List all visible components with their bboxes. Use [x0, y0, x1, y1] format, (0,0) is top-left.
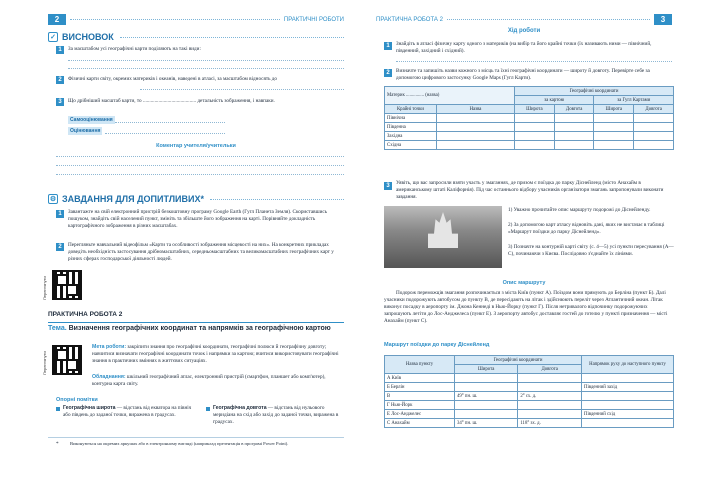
- task-number: 2: [384, 69, 392, 77]
- note-latitude-text: — відстань від екватора на північ або південь до заданої точки, виражена в градусах.: [63, 405, 192, 418]
- subtask-2: 2) За допомогою карт атласу відновіть дані, яких не вистачає в таблиці «Маршрут поїздки до парку Діснейленд».: [508, 222, 665, 235]
- heading-dots: [120, 37, 344, 38]
- footnote: Виконуються на окремих аркушах або в електронному вигляді (наприклад презентація в програмі Power Point).: [70, 441, 289, 446]
- answer-line[interactable]: [68, 60, 344, 61]
- th-coords: Географічні координати: [455, 356, 582, 365]
- answer-line[interactable]: [68, 68, 344, 69]
- castle-shape: [428, 212, 458, 248]
- point-name: Г Нью-Йорк: [385, 401, 455, 410]
- route-table: [384, 355, 674, 428]
- cell-input[interactable]: [594, 123, 634, 132]
- route-text: Подорож переможців змагання розпочинається з міста Київ (пункт А). Поїздом вони прямують до Берліна (пункт Б). Далі учасники подорожують автобусом до пункту В, де пересідають на літак і здійснюють переліт через Атлантичний океан. Літак виконує посадку в аеропорту ім. Джона Кеннеді в Нью-Йорку (пункт Г). Після нетривалого відпочинку подорожуючих запрошують летіти до Лос-Анджелеса (пункт Е). З аеропорту автобус доставляє гостей до готелю у пункті призначення — місті Анахайм (пункт С).: [384, 290, 668, 324]
- conclusion-item-text: За масштабом усі географічні карти поділяють на такі види:: [68, 46, 201, 52]
- cell-input[interactable]: [634, 114, 674, 123]
- cell-input[interactable]: [437, 123, 515, 132]
- th-points: Крайні точки: [385, 105, 437, 114]
- table-row: [385, 410, 674, 419]
- point-lon[interactable]: 118° зх. д.: [518, 419, 582, 428]
- eval-line[interactable]: [105, 133, 225, 134]
- point-dir[interactable]: Південний схід: [582, 410, 674, 419]
- point-dir[interactable]: Південний захід: [582, 383, 674, 392]
- row-label: Західна: [385, 132, 437, 141]
- row-label: Південна: [385, 123, 437, 132]
- practical-rule: [48, 322, 344, 323]
- cell-input[interactable]: [554, 132, 594, 141]
- cell-input[interactable]: [554, 123, 594, 132]
- th-lat: Широта: [594, 105, 634, 114]
- point-name: Е Лос-Анджелес: [385, 410, 455, 419]
- cell-input[interactable]: [515, 123, 555, 132]
- point-lat[interactable]: [455, 410, 518, 419]
- point-dir[interactable]: [582, 419, 674, 428]
- th-name: Назва: [437, 105, 515, 114]
- cell-input[interactable]: [437, 141, 515, 150]
- task-number: 3: [384, 182, 392, 190]
- th-name-hint: (назва): [425, 93, 440, 98]
- goal-text: закріпити знання про географічні координати, географічні полюси й географічну довготу; навчитися визначати географічні координати точок і напрямки за картою; вчитися використовувати географічні знання в практичних вміннях в життєвих ситуаціях.: [92, 344, 339, 364]
- point-name: В: [385, 392, 455, 401]
- page-header-right: [376, 14, 672, 25]
- th-lat: Широта: [455, 365, 518, 374]
- point-lat[interactable]: [455, 374, 518, 383]
- qr-code[interactable]: [52, 270, 82, 300]
- table-row: [385, 392, 674, 401]
- table-row: [385, 401, 674, 410]
- conclusion-item-number: 2: [56, 76, 64, 84]
- point-lon[interactable]: [518, 383, 582, 392]
- table-head-continent: Материк ............... (назва): [385, 87, 515, 105]
- goal-label: Мета роботи:: [92, 344, 127, 350]
- conclusion-item-number: 3: [56, 98, 64, 106]
- subtask-3: 3) Позначте на контурній карті світу (с. 4—5) усі пункти пересування (А—С), починаючи з Києва. Послідовно з'єднайте їх лініями.: [508, 244, 674, 257]
- cell-input[interactable]: [634, 123, 674, 132]
- cell-input[interactable]: [437, 132, 515, 141]
- extreme-points-table: [384, 86, 674, 150]
- cell-input[interactable]: [634, 141, 674, 150]
- heading-dots: [210, 199, 344, 200]
- notes-title: Опорні помітки: [56, 397, 98, 403]
- point-lat[interactable]: [455, 383, 518, 392]
- right-page: [368, 0, 720, 481]
- cell-input[interactable]: [594, 114, 634, 123]
- point-lat[interactable]: [455, 401, 518, 410]
- th-lon: Довгота: [634, 105, 674, 114]
- th-point: Назва пункту: [385, 356, 455, 374]
- note-longitude-term: Географічна довгота: [213, 405, 267, 411]
- point-lon[interactable]: [518, 374, 582, 383]
- point-lon[interactable]: 2° сх. д.: [518, 392, 582, 401]
- check-icon: ✓: [48, 32, 58, 42]
- answer-line[interactable]: [396, 61, 672, 62]
- table-row: [385, 132, 674, 141]
- th-lat: Широта: [515, 105, 555, 114]
- equipment-text: шкільний географічний атлас, електронний пристрій (смартфон, планшет або комп'ютер), контурна карта світу.: [92, 374, 326, 387]
- extra-item-text: Перегляньте навчальний відеофільм «Карти та особливості зображення місцевості на них». На конкретних прикладах доведіть необхідність застосування дрібномасштабних, середньомасштабних та великомасштабних географічних карт у різних сферах господарської діяльності людей.: [68, 242, 334, 262]
- task-text: Знайдіть в атласі фізичну карту одного з материків (на вибір та його крайні точки (їх називають ними — північний, південний, західний і східний).: [396, 41, 652, 54]
- self-eval-line[interactable]: [115, 122, 225, 123]
- th-by-map: за картою: [515, 96, 594, 105]
- point-name: Б Берлін: [385, 383, 455, 392]
- point-name: А Київ: [385, 374, 455, 383]
- cell-input[interactable]: [515, 141, 555, 150]
- route-table-title: Маршрут поїздки до парку Діснейленд: [384, 342, 490, 348]
- qr-side-label: Переглянути: [42, 276, 47, 300]
- theme-text: Визначення географічних координат та напрямків за географічною картою: [68, 325, 331, 332]
- teacher-comment-label: Коментар учителя/учительки: [156, 143, 236, 149]
- th-lon: Довгота: [518, 365, 582, 374]
- task-number: 1: [384, 42, 392, 50]
- page-number: 2: [48, 14, 66, 25]
- route-title: Опис маршруту: [502, 280, 546, 286]
- note-longitude-text: — відстань від нульового меридіана на схід або захід до заданої точки, виражена в градусах.: [213, 405, 339, 425]
- table-row: [385, 114, 674, 123]
- bullet-square: [56, 407, 60, 411]
- point-dir[interactable]: [582, 401, 674, 410]
- extra-item-number: 1: [56, 210, 64, 218]
- point-lon[interactable]: [518, 410, 582, 419]
- cell-input[interactable]: [594, 132, 634, 141]
- cell-input[interactable]: [554, 114, 594, 123]
- cell-input[interactable]: [554, 141, 594, 150]
- cell-input[interactable]: [515, 132, 555, 141]
- th-dir: Напрямок руху до наступного пункту: [582, 356, 674, 374]
- answer-line[interactable]: [140, 89, 344, 90]
- row-label: Північна: [385, 114, 437, 123]
- comment-line[interactable]: [56, 174, 344, 175]
- cell-input[interactable]: [594, 141, 634, 150]
- extra-tasks-heading: [48, 194, 344, 204]
- conclusion-title: ВИСНОВОК: [62, 32, 114, 42]
- theme-line: [48, 325, 348, 332]
- conclusion-item-text: Фізичні карти світу, окремих материків і океанів, наведені в атласі, за масштабом відносять до: [68, 76, 278, 82]
- cell-input[interactable]: [437, 114, 515, 123]
- point-dir[interactable]: [582, 374, 674, 383]
- comment-line[interactable]: [56, 156, 344, 157]
- equipment-label: Обладнання:: [92, 374, 126, 380]
- qr-code[interactable]: [52, 345, 82, 375]
- header-dots: [70, 19, 280, 20]
- table-row: [385, 374, 674, 383]
- disneyland-photo: [384, 206, 502, 268]
- subtask-1: 1) Уважно прочитайте опис маршруту подорожі до Діснейленду.: [508, 207, 651, 213]
- task-text: Уявіть, що вас запросили взяти участь у змаганнях, де призом є поїздка до парку Діснейленд (місто Анахайм в американському штаті Каліфорнія). Під час останнього відбору учасників організатори змагань запропонували виконати завдання.: [396, 180, 664, 200]
- point-lon[interactable]: [518, 401, 582, 410]
- extra-item-text: Завантажте на свій електронний пристрій безкоштовну програму Google Earth (Гугл Планета Земля). Скориставшись пошуком, знайдіть свій населений пункт, змініть та збільште його зображення на карті. Порівняйте докладність картографічного зображення в різних масштабах.: [68, 209, 328, 229]
- eval-label: Оцінювання: [70, 128, 101, 134]
- table-row: [385, 123, 674, 132]
- theme-label: Тема.: [48, 325, 67, 332]
- point-lat[interactable]: 49° пн. ш.: [455, 392, 518, 401]
- conclusion-item-text: Що дрібніший масштаб карти, то ......................................... детальність зображення, і навпаки.: [68, 98, 275, 104]
- th-by-google: за Гугл Картами: [594, 96, 674, 105]
- note-longitude: [213, 405, 347, 426]
- goal-block: [92, 344, 346, 365]
- table-row: [385, 419, 674, 428]
- footnote-rule: [48, 437, 344, 438]
- table-row: [385, 383, 674, 392]
- row-label: Східна: [385, 141, 437, 150]
- equipment-block: [92, 374, 346, 388]
- header-dots: [447, 19, 650, 20]
- th-lon: Довгота: [554, 105, 594, 114]
- th-continent: Материк: [387, 93, 405, 98]
- conclusion-heading: [48, 32, 344, 42]
- conclusion-item-number: 1: [56, 46, 64, 54]
- point-name: С Анахайм: [385, 419, 455, 428]
- header-title: ПРАКТИЧНА РОБОТА 2: [376, 16, 443, 23]
- extra-item-number: 2: [56, 243, 64, 251]
- self-eval-label: Самооцінювання: [70, 117, 113, 123]
- table-row: [385, 141, 674, 150]
- gear-icon: ⚙: [49, 196, 57, 203]
- th-coords: Географічні координати: [515, 87, 674, 96]
- note-latitude: [63, 405, 193, 419]
- point-dir[interactable]: [582, 392, 674, 401]
- progress-title: Хід роботи: [507, 28, 541, 34]
- page-number: 3: [654, 14, 672, 25]
- task-text: Визначте та запишіть назви кожного з місць та їхні географічні координати — широту й довготу. Перевірте себе за допомогою цифрового застосунку Google Maps (Гугл Карти).: [396, 68, 650, 81]
- note-latitude-term: Географічна широта: [63, 405, 116, 411]
- qr-side-label: Переглянути: [42, 351, 47, 375]
- point-lat[interactable]: 34° пн. ш.: [455, 419, 518, 428]
- cell-input[interactable]: [634, 132, 674, 141]
- left-page: [0, 0, 352, 481]
- practical-title: ПРАКТИЧНА РОБОТА 2: [48, 311, 123, 318]
- cell-input[interactable]: [515, 114, 555, 123]
- comment-line[interactable]: [56, 165, 344, 166]
- extra-tasks-title: ЗАВДАННЯ ДЛЯ ДОПИТЛИВИХ*: [62, 194, 204, 204]
- bullet-square: [206, 407, 210, 411]
- footnote-mark: *: [56, 441, 59, 447]
- page-header-left: [48, 14, 344, 25]
- header-title: ПРАКТИЧНІ РОБОТИ: [283, 16, 344, 23]
